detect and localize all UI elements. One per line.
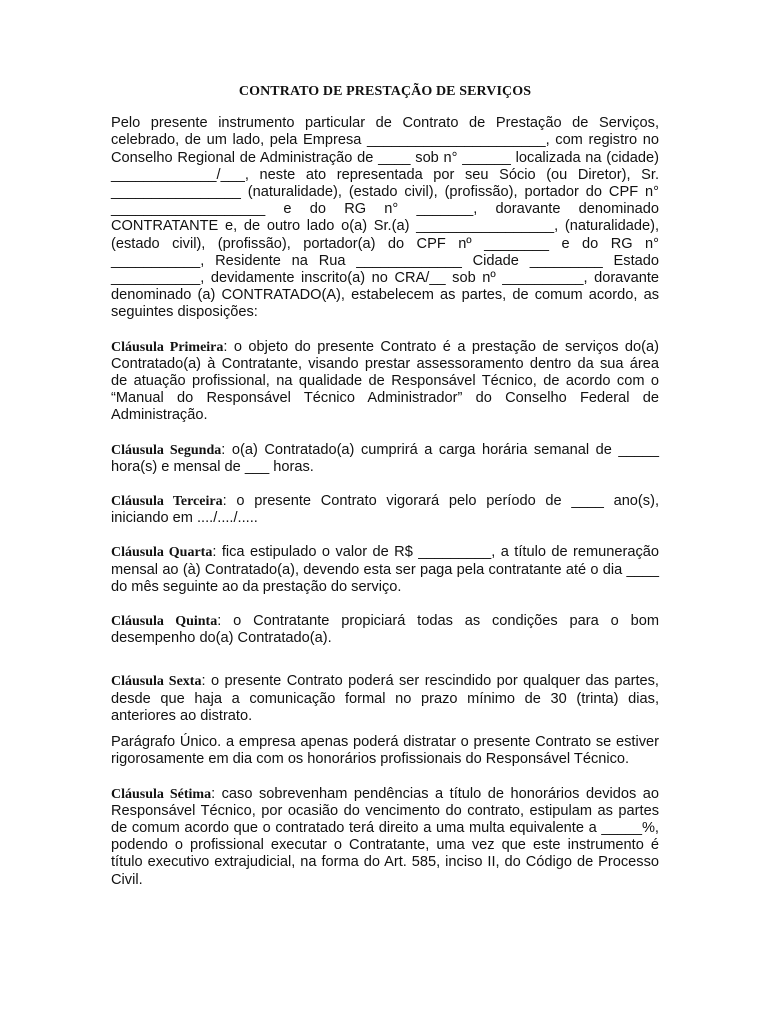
clause-7 <box>111 786 659 889</box>
clause-5-title: Cláusula Quinta <box>111 614 218 630</box>
clause-3-text: : o presente Contrato vigorará pelo período de ____ ano(s), iniciando em ..../..../..... <box>111 493 659 527</box>
clause-2-text: : o(a) Contratado(a) cumprirá a carga horária semanal de _____ hora(s) e mensal de ___ horas. <box>111 441 659 475</box>
clause-3 <box>111 493 659 527</box>
clause-4 <box>111 544 659 596</box>
clause-1-title: Cláusula Primeira <box>111 339 224 355</box>
paragrafo-unico: Parágrafo Único. a empresa apenas poderá distratar o presente Contrato se estiver rigorosamente em dia com os honorários profissionais do Responsável Técnico. <box>111 734 659 768</box>
intro-paragraph: Pelo presente instrumento particular de Contrato de Prestação de Serviços, celebrado, de um lado, pela Empresa ______________________, com registro no Conselho Regional de Administração de ____ sob n° ______ localizada na (cidade) _____________/___, neste ato representada por seu Sócio (ou Diretor), Sr. ________________ (naturalidade), (estado civil), (profissão), portador do CPF n° ___________________ e do RG n° _______, doravante denominado CONTRATANTE e, de outro lado o(a) Sr.(a) _________________, (naturalidade), (estado civil), (profissão), portador(a) do CPF nº ________ e do RG n° ___________, Residente na Rua _____________ Cidade _________ Estado ___________, devidamente inscrito(a) no CRA/__ sob nº __________, doravante denominado (a) CONTRATADO(A), estabelecem as partes, de comum acordo, as seguintes disposições: <box>111 115 659 321</box>
document-title: CONTRATO DE PRESTAÇÃO DE SERVIÇOS <box>238 84 532 99</box>
clause-6-text: : o presente Contrato poderá ser rescindido por qualquer das partes, desde que haja a comunicação formal no prazo mínimo de 30 (trinta) dias, anteriores ao distrato. <box>111 673 659 724</box>
clause-6 <box>111 673 659 725</box>
clause-1 <box>111 339 659 425</box>
clause-2 <box>111 442 659 476</box>
clause-7-title: Cláusula Sétima <box>111 786 212 802</box>
clause-1-text: : o objeto do presente Contrato é a prestação de serviços do(a) Contratado(a) à Contratante, visando prestar assessoramento dentro da sua área de atuação profissional, na qualidade de Responsável Técnico, de acordo com o “Manual do Responsável Técnico Administrador” do Conselho Federal de Administração. <box>111 338 659 424</box>
clause-6-title: Cláusula Sexta <box>111 674 202 690</box>
clause-2-title: Cláusula Segunda <box>111 442 222 458</box>
clause-4-title: Cláusula Quarta <box>111 545 213 561</box>
clause-5-text: : o Contratante propiciará todas as condições para o bom desempenho do(a) Contratado(a). <box>111 613 659 647</box>
clause-4-text: : fica estipulado o valor de R$ _________, a título de remuneração mensal ao (à) Contratado(a), devendo esta ser paga pela contratante até o dia ____ do mês seguinte ao da prestação do serviço. <box>111 544 659 595</box>
clause-5 <box>111 613 659 647</box>
clause-3-title: Cláusula Terceira <box>111 494 223 510</box>
clause-7-text: : caso sobrevenham pendências a título de honorários devidos ao Responsável Técnico, por ocasião do vencimento do contrato, estipulam as partes de comum acordo que o contratado terá direito a uma multa equivalente a _____%, podendo o profissional executar o Contratante, uma vez que este instrumento é título executivo extrajudicial, na forma do Art. 585, inciso II, do Código de Processo Civil. <box>111 785 659 888</box>
